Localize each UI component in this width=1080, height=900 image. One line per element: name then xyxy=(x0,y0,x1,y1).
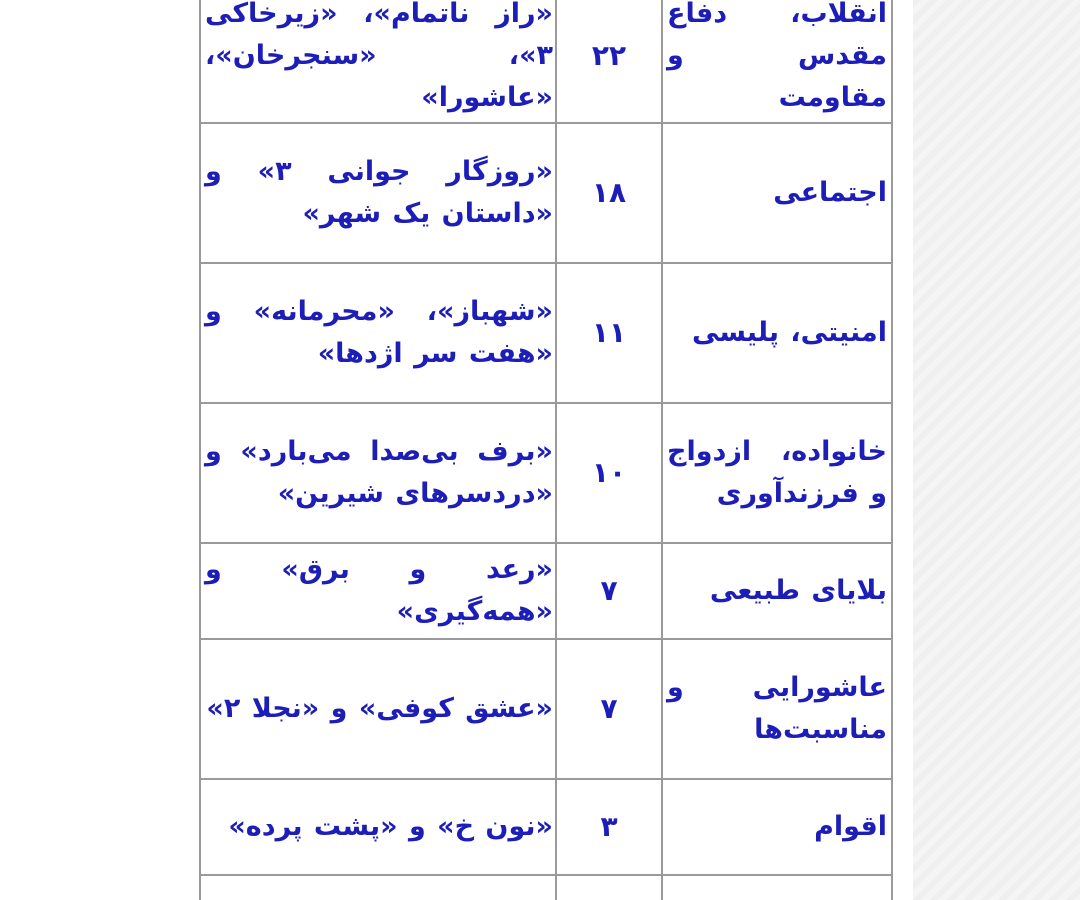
count-cell: ۲۲ xyxy=(557,0,661,122)
genre-cell: امنیتی، پلیسی xyxy=(663,264,891,402)
table-row xyxy=(201,544,891,638)
titles-cell xyxy=(201,876,555,900)
count-cell: ۳ xyxy=(557,780,661,874)
table-row xyxy=(201,264,891,402)
series-table xyxy=(199,0,893,900)
table-row xyxy=(201,780,891,874)
genre-cell: اجتماعی xyxy=(663,124,891,262)
side-pattern-strip xyxy=(913,0,1080,900)
count-cell xyxy=(557,876,661,900)
table-row xyxy=(201,640,891,778)
genre-cell xyxy=(663,876,891,900)
table-row xyxy=(201,0,891,122)
table-row xyxy=(201,124,891,262)
genre-cell: خانواده، ازدواج و فرزندآوری xyxy=(663,404,891,542)
genre-cell: اقوام xyxy=(663,780,891,874)
count-cell: ۱۱ xyxy=(557,264,661,402)
genre-cell: انقلاب، دفاع مقدس و مقاومت xyxy=(663,0,891,122)
titles-cell: «برف بی‌صدا می‌بارد» و «دردسرهای شیرین» xyxy=(201,404,555,542)
genre-cell: بلایای طبیعی xyxy=(663,544,891,638)
left-margin xyxy=(0,0,200,900)
titles-cell: «راز ناتمام»، «زیرخاکی ۳»، «سنجرخان»، «عاشورا» xyxy=(201,0,555,122)
titles-cell: «رعد و برق» و «همه‌گیری» xyxy=(201,544,555,638)
genre-count-table xyxy=(199,0,893,900)
titles-cell: «روزگار جوانی ۳» و «داستان یک شهر» xyxy=(201,124,555,262)
titles-cell: «نون خ» و «پشت پرده» xyxy=(201,780,555,874)
count-cell: ۱۸ xyxy=(557,124,661,262)
titles-cell: «عشق کوفی» و «نجلا ۲» xyxy=(201,640,555,778)
count-cell: ۷ xyxy=(557,544,661,638)
titles-cell: «شهباز»، «محرمانه» و «هفت سر اژدها» xyxy=(201,264,555,402)
count-cell: ۱۰ xyxy=(557,404,661,542)
right-margin xyxy=(893,0,913,900)
table-row xyxy=(201,404,891,542)
count-cell: ۷ xyxy=(557,640,661,778)
genre-cell: عاشورایی و مناسبت‌ها xyxy=(663,640,891,778)
table-row xyxy=(201,876,891,900)
